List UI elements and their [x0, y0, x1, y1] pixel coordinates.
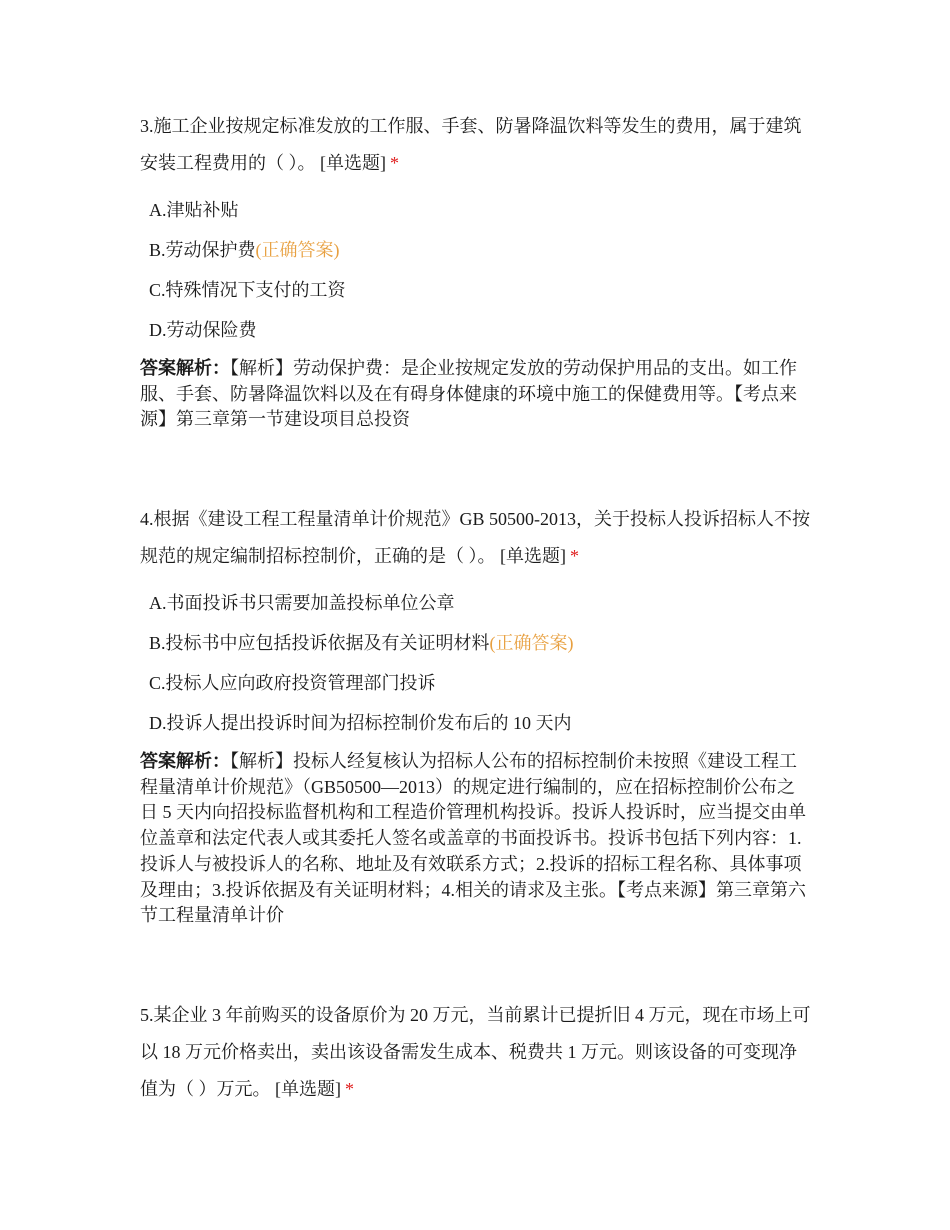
question-3-stem — [140, 108, 812, 182]
option-d: D.劳动保险费 — [149, 320, 257, 340]
option-a: A.书面投诉书只需要加盖投标单位公章 — [149, 593, 455, 613]
option-d: D.投诉人提出投诉时间为招标控制价发布后的 10 天内 — [149, 713, 572, 733]
analysis-label: 答案解析： — [140, 358, 230, 378]
option-b-text: B.劳动保护费 — [149, 240, 256, 260]
correct-answer-tag: (正确答案) — [489, 633, 574, 653]
question-4 — [140, 501, 812, 929]
question-3-stem-text: 3.施工企业按规定标准发放的工作服、手套、防暑降温饮料等发生的费用，属于建筑安装工程费用的（ ）。 [单选题] — [140, 116, 802, 173]
question-3-options — [140, 190, 812, 350]
correct-answer-tag: (正确答案) — [255, 240, 340, 260]
option-c: C.特殊情况下支付的工资 — [149, 280, 346, 300]
option-b — [140, 623, 812, 663]
option-a: A.津贴补贴 — [149, 200, 239, 220]
option-b-text: B.投标书中应包括投诉依据及有关证明材料 — [149, 633, 490, 653]
question-5-stem-text: 5.某企业 3 年前购买的设备原价为 20 万元，当前累计已提折旧 4 万元，现在市场上可以 18 万元价格卖出，卖出该设备需发生成本、税费共 1 万元。则该设备的可变现净值为（ ）万元。 [单选题] — [140, 1005, 811, 1099]
question-4-stem — [140, 501, 812, 575]
question-5-stem — [140, 997, 812, 1108]
analysis-text: 【解析】投标人经复核认为招标人公布的招标控制价未按照《建设工程工程量清单计价规范》（GB50500—2013）的规定进行编制的，应在招标控制价公布之日 5 天内向招投标监督机构和工程造价管理机构投诉。投诉人投诉时，应当提交由单位盖章和法定代表人或其委托人签名或盖章的书面投诉书。投诉书包括下列内容：1.投诉人与被投诉人的名称、地址及有效联系方式；2.投诉的招标工程名称、具体事项及理由；3.投诉依据及有关证明材料；4.相关的请求及主张。【考点来源】第三章第六节工程量清单计价 — [140, 751, 806, 926]
question-3 — [140, 108, 812, 433]
question-3-analysis — [140, 356, 812, 433]
option-c: C.投标人应向政府投资管理部门投诉 — [149, 673, 436, 693]
required-mark: * — [390, 153, 399, 173]
question-5 — [140, 997, 812, 1108]
option-b — [140, 230, 812, 270]
analysis-text: 【解析】劳动保护费：是企业按规定发放的劳动保护用品的支出。如工作服、手套、防暑降温饮料以及在有碍身体健康的环境中施工的保健费用等。【考点来源】第三章第一节建设项目总投资 — [140, 358, 797, 430]
required-mark: * — [345, 1079, 354, 1099]
analysis-label: 答案解析： — [140, 751, 230, 771]
required-mark: * — [570, 546, 579, 566]
question-4-options — [140, 583, 812, 743]
question-4-stem-text: 4.根据《建设工程工程量清单计价规范》GB 50500-2013，关于投标人投诉招标人不按规范的规定编制招标控制价，正确的是（ ）。 [单选题] — [140, 509, 810, 566]
question-4-analysis — [140, 749, 812, 929]
